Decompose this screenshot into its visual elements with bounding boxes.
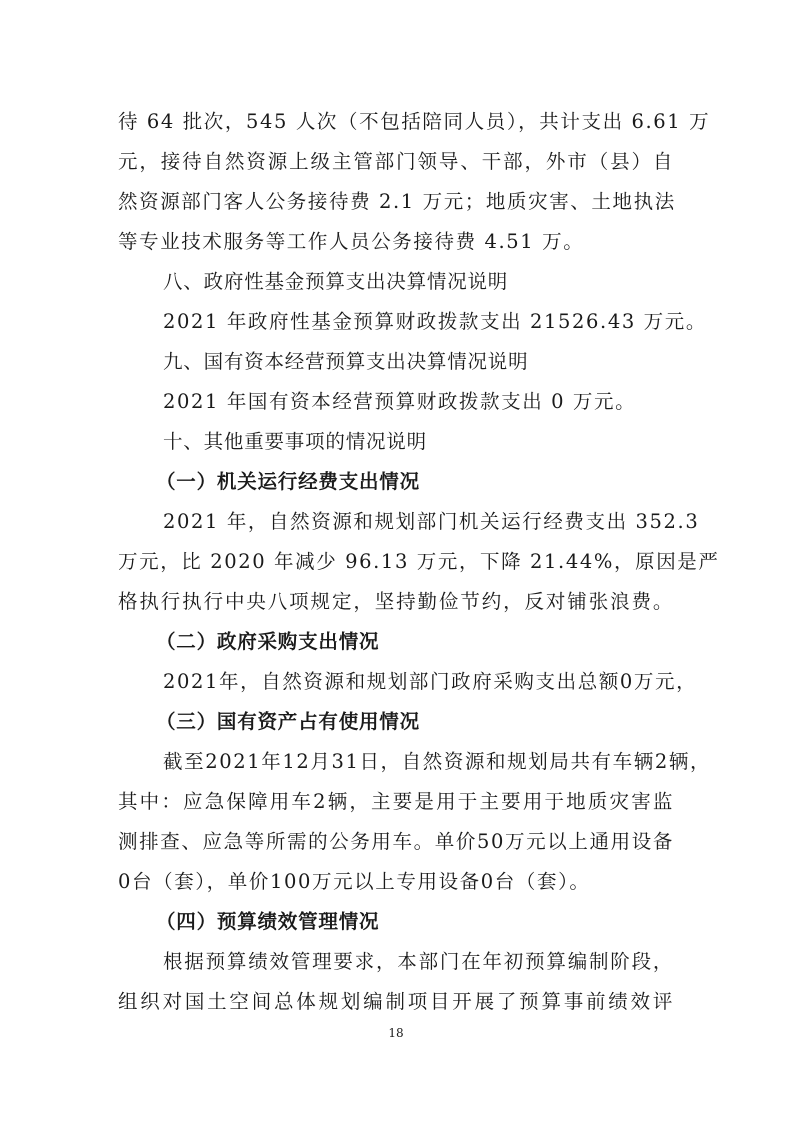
section-heading-9: 九、国有资本经营预算支出决算情况说明: [163, 350, 529, 373]
paragraph-line: 2021 年国有资本经营预算财政拨款支出 0 万元。: [163, 390, 637, 413]
section-heading-8: 八、政府性基金预算支出决算情况说明: [163, 270, 509, 293]
paragraph-line: 截至2021年12月31日，自然资源和规划局共有车辆2辆，: [163, 750, 712, 773]
section-heading-10: 十、其他重要事项的情况说明: [163, 430, 427, 453]
page-number: 18: [388, 1026, 404, 1040]
subsection-heading-1: （一）机关运行经费支出情况: [156, 470, 420, 493]
paragraph-line: 2021 年，自然资源和规划部门机关运行经费支出 352.3: [163, 510, 700, 533]
paragraph-line: 万元，比 2020 年减少 96.13 万元，下降 21.44%，原因是严: [118, 550, 720, 573]
subsection-heading-2: （二）政府采购支出情况: [156, 630, 380, 653]
paragraph-line: 元，接待自然资源上级主管部门领导、干部，外市（县）自: [118, 150, 674, 173]
paragraph-line: 组织对国土空间总体规划编制项目开展了预算事前绩效评: [118, 990, 674, 1013]
paragraph-line: 等专业技术服务等工作人员公务接待费 4.51 万。: [118, 230, 585, 253]
subsection-heading-4: （四）预算绩效管理情况: [156, 910, 380, 933]
paragraph-line: 2021年，自然资源和规划部门政府采购支出总额0万元，: [163, 670, 698, 693]
paragraph-line: 格执行执行中央八项规定，坚持勤俭节约，反对铺张浪费。: [118, 590, 674, 613]
subsection-heading-3: （三）国有资产占有使用情况: [156, 710, 420, 733]
paragraph-line: 待 64 批次，545 人次（不包括陪同人员），共计支出 6.61 万: [118, 110, 711, 133]
paragraph-line: 0台（套），单价100万元以上专用设备0台（套）。: [118, 870, 591, 893]
paragraph-line: 根据预算绩效管理要求，本部门在年初预算编制阶段，: [163, 950, 674, 973]
paragraph-line: 然资源部门客人公务接待费 2.1 万元；地质灾害、土地执法: [118, 190, 676, 213]
paragraph-line: 其中：应急保障用车2辆，主要是用于主要用于地质灾害监: [118, 790, 674, 813]
paragraph-line: 2021 年政府性基金预算财政拨款支出 21526.43 万元。: [163, 310, 707, 333]
paragraph-line: 测排查、应急等所需的公务用车。单价50万元以上通用设备: [118, 830, 674, 853]
